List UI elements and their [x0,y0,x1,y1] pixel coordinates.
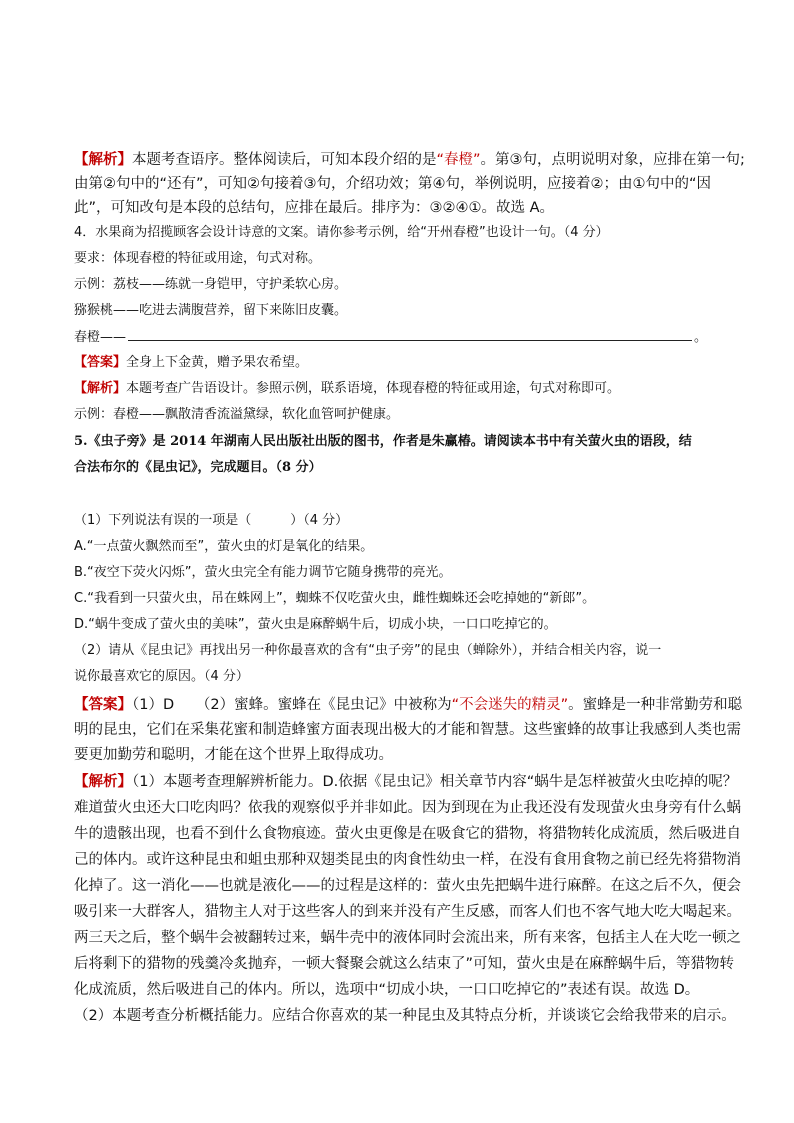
question-4-analysis: 【解析】本题考查广告语设计。参照示例，联系语境，体现春橙的特征或用途，句式对称即可。 [74,381,621,396]
question-4-example-3: 示例：春橙——飘散清香流溢黛绿，软化血管呵护健康。 [74,407,400,422]
question-4-title: 4．水果商为招揽顾客会设计诗意的文案。请你参考示例，给“开州春橙”也设计一句。（4 分） [74,225,609,240]
option-b: B.“夜空下荧火闪烁”，萤火虫完全有能力调节它随身携带的亮光。 [74,565,452,580]
highlight-chuncheng: “春橙” [436,152,481,168]
question-5-analysis-line-9: 化成流质，然后吸进自己的体内。所以，选项中“切成小块，一口口吃掉它的”表述有误。故选 D。 [74,982,700,998]
question-4-example-2: 猕猴桃——吃进去满腹营养，留下来陈旧皮囊。 [74,303,348,318]
question-5-analysis-line-10: （2）本题考查分析概括能力。应结合你喜欢的某一种昆虫及其特点分析，并谈谈它会给我带来的启示。 [74,1008,736,1024]
answer-tag: 【答案】 [74,355,127,370]
highlight-bee-title: “不会迷失的精灵” [451,697,569,713]
question-5-analysis-line-4: 己的体内。或许这种昆虫和蛆虫那种双翅类昆虫的肉食性幼虫一样，在没有食用食物之前已经先将猎物消 [74,852,741,868]
question-5-analysis-line-3: 牛的遗骸出现，也看不到什么食物痕迹。萤火虫更像是在吸食它的猎物，将猎物转化成流质，然后吸进自 [74,826,741,842]
analysis-line-3: 此”，可知改句是本段的总结句，应排在最后。排序为：③②④①。故选 A。 [74,200,555,216]
question-5-analysis-line-6: 吸引来一大群客人，猎物主人对于这些客人的到来并没有产生反感，而客人们也不客气地大吃大喝起来。 [74,904,741,920]
question-5-part-1: （1）下列说法有误的一项是（ ）（4 分） [74,513,349,528]
question-5-answer-line-1: 【答案】（1）D （2）蜜蜂。蜜蜂在《昆虫记》中被称为“不会迷失的精灵”。蜜蜂是一种非常勤劳和聪 [74,697,743,713]
question-5-part-2-line-1: （2）请从《昆虫记》再找出另一种你最喜欢的含有“虫子旁”的昆虫（蝉除外），并结合相关内容，说一 [74,643,662,658]
analysis-line-2: 由第②句中的“还有”，可知②句接着③句，介绍功效；第④句，举例说明，应接着②；由①句中的“因 [74,176,712,192]
analysis-tag: 【解析】 [74,774,132,790]
question-5-part-2-line-2: 说你最喜欢它的原因。（4 分） [74,669,249,684]
question-5-analysis-line-2: 难道萤火虫还大口吃肉吗？依我的观察似乎并非如此。因为到现在为止我还没有发现萤火虫身旁有什么蜗 [74,800,741,816]
option-d: D.“蜗牛变成了萤火虫的美味”，萤火虫是麻醉蜗牛后，切成小块，一口口吃掉它的。 [74,617,557,632]
question-5-title-2: 合法布尔的《昆虫记》，完成题目。（8 分） [74,460,322,475]
analysis-tag: 【解析】 [74,381,127,396]
question-4-blank-line: 春橙—— 。 [74,327,724,348]
question-4-requirement: 要求：体现春橙的特征或用途，句式对称。 [74,251,322,266]
option-c: C.“我看到一只萤火虫，吊在蛛网上”，蜘蛛不仅吃萤火虫，雌性蜘蛛还会吃掉她的“新郎”。 [74,591,596,606]
question-5-analysis-line-7: 两三天之后，整个蜗牛会被翻转过来，蜗牛壳中的液体同时会流出来，所有来客，包括主人在大吃一顿之 [74,930,741,946]
answer-blank[interactable] [128,327,692,341]
analysis-line-1: 【解析】本题考查语序。整体阅读后，可知本段介绍的是“春橙”。第③句，点明说明对象，应排在第一句; [74,152,745,168]
answer-tag: 【答案】 [74,697,132,713]
question-4-answer: 【答案】全身上下金黄，赠予果农希望。 [74,355,309,370]
question-5-analysis-line-8: 后将剩下的猎物的残羹冷炙抛弃，一顿大餐聚会就这么结束了”可知，萤火虫是在麻醉蜗牛后，等猎物转 [74,956,735,972]
question-5-answer-line-3: 要更加勤劳和聪明，才能在这个世界上取得成功。 [74,747,393,763]
question-5-analysis-line-5: 化掉了。这一消化——也就是液化——的过程是这样的：萤火虫先把蜗牛进行麻醉。在这之后不久，便会 [74,878,741,894]
question-4-example-1: 示例：荔枝——练就一身铠甲，守护柔软心房。 [74,277,348,292]
analysis-tag: 【解析】 [74,152,132,168]
option-a: A.“一点萤火飘然而至”，萤火虫的灯是氧化的结果。 [74,539,374,554]
question-5-answer-line-2: 明的昆虫，它们在采集花蜜和制造蜂蜜方面表现出极大的才能和智慧。这些蜜蜂的故事让我感到人类也需 [74,722,741,738]
question-5-title-1: 5.《虫子旁》是 2014 年湖南人民出版社出版的图书，作者是朱赢椿。请阅读本书中有关萤火虫的语段，结 [74,434,692,449]
question-5-analysis-line-1: 【解析】（1）本题考查理解辨析能力。D.依据《昆虫记》相关章节内容“蜗牛是怎样被萤火虫吃掉的呢？ [74,774,738,790]
